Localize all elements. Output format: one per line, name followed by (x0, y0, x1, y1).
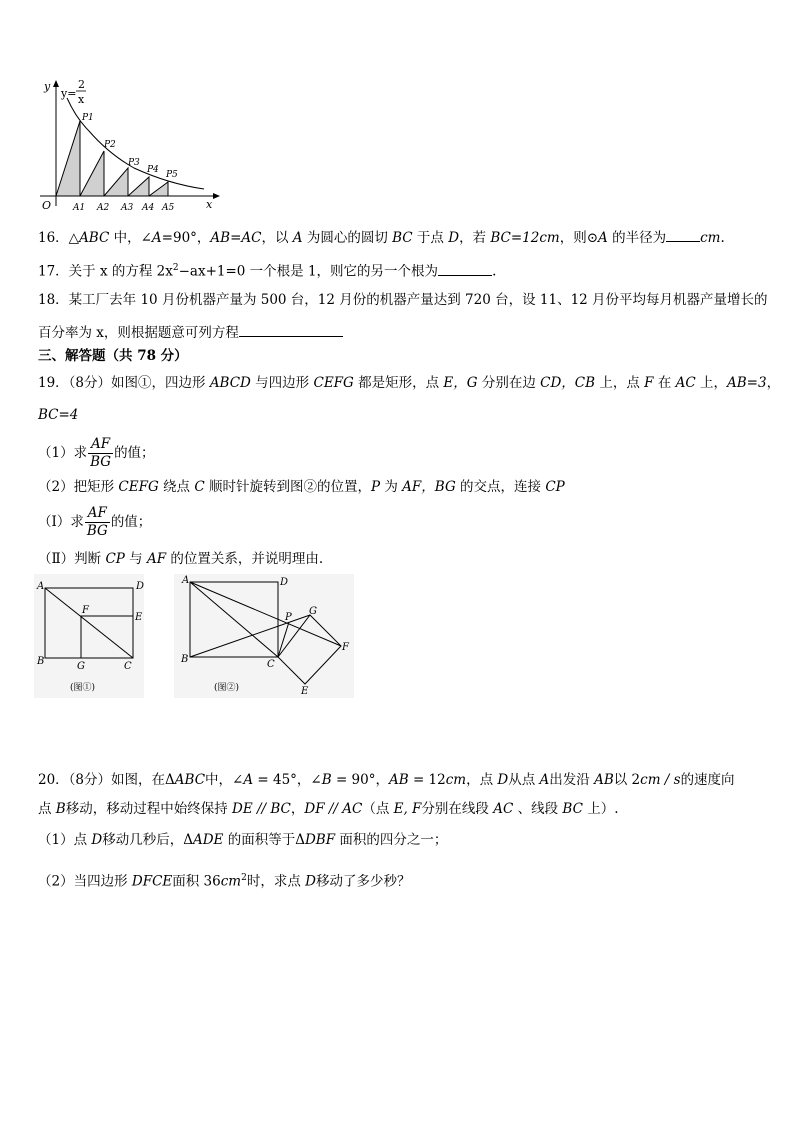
diagonal-ac (45, 588, 133, 658)
figure-2-rotated-rectangle (174, 574, 354, 698)
question-18-line-1: 18．某工厂去年 10 月份机器产量为 500 台，12 月份的机器产量达到 720 台，设 11、12 月份平均每月机器产量增长的 (38, 292, 768, 308)
fig1-caption: (图①) (70, 683, 96, 693)
fig2-label-a: A (182, 575, 190, 586)
line-ac (190, 582, 278, 657)
base-label-a3: A3 (121, 203, 134, 213)
fig1-label-c: C (124, 661, 132, 672)
shaded-triangle-4 (128, 177, 149, 196)
base-label-a2: A2 (97, 203, 110, 213)
fig1-label-a: A (37, 581, 45, 592)
fraction-af-bg-2: $\frac{AF}{BG}$ (86, 505, 108, 539)
curve-label-num: 2 (78, 78, 85, 91)
answer-blank-18[interactable] (239, 322, 343, 337)
question-20-line-2: 点 B移动，移动过程中始终保持 DE // BC，DF // AC（点 E, F分别在线段 AC 、线段 BC 上）. (38, 801, 619, 817)
line-bg (190, 615, 310, 657)
answer-blank-17[interactable] (438, 261, 492, 276)
point-label-p4: P4 (147, 165, 159, 175)
fig2-label-d: D (280, 577, 289, 588)
fig1-label-e: E (135, 612, 143, 623)
question-17: 17．关于 x 的方程 $2x^2-ax+1=0$ 一个根是 1，则它的另一个根为 . (38, 258, 496, 282)
y-axis-arrow (53, 80, 59, 87)
base-label-a5: A5 (162, 203, 175, 213)
question-19-part-ii: （Ⅱ）判断 CP 与 AF 的位置关系，并说明理由. (38, 551, 324, 567)
question-19-part-i: （Ⅰ）求 $\frac{AF}{BG}$ 的值； (38, 505, 152, 539)
line-cp (278, 622, 289, 657)
curve-label-lhs: y= (61, 87, 77, 100)
fraction-af-bg: $\frac{AF}{BG}$ (90, 436, 112, 470)
question-19-line-2: BC=4 (38, 407, 79, 423)
fig1-label-f: F (82, 605, 89, 616)
section-heading: 三、解答题（共 78 分） (38, 348, 188, 364)
fig2-label-c: C (267, 659, 275, 670)
line-af (190, 582, 341, 646)
question-18-line-2: 百分率为 x，则根据题意可列方程 (38, 322, 343, 343)
y-axis-label: y (44, 80, 51, 93)
shaded-triangle-5 (149, 182, 168, 196)
shaded-triangle-2 (80, 151, 104, 196)
point-label-p2: P2 (104, 140, 116, 150)
point-label-p5: P5 (166, 170, 178, 180)
x-axis-arrow (213, 193, 220, 199)
fig2-label-b: B (181, 654, 189, 665)
x-axis-label: x (206, 198, 213, 211)
fig1-label-b: B (37, 656, 45, 667)
fig2-label-f: F (342, 642, 349, 653)
question-19-part-1: （1）求 $\frac{AF}{BG}$ 的值； (38, 436, 155, 470)
base-label-a4: A4 (142, 203, 155, 213)
hyperbola-curve (67, 98, 204, 189)
hyperbola-triangles-figure (34, 76, 224, 216)
base-label-a1: A1 (73, 203, 86, 213)
fig1-label-g: G (77, 661, 85, 672)
fig2-label-g: G (309, 606, 317, 617)
curve-label-den: x (78, 93, 85, 106)
answer-blank-16[interactable] (666, 227, 700, 242)
fig2-caption: (图②) (214, 683, 240, 693)
question-19-part-2: （2）把矩形 CEFG 绕点 C 顺时针旋转到图②的位置，P 为 AF，BG 的交点，连接 CP (38, 479, 565, 495)
fig2-label-p: P (285, 612, 292, 623)
origin-label: O (42, 199, 52, 212)
fig2-label-e: E (301, 686, 309, 697)
question-20-part-2: （2）当四边形 DFCE面积 $36cm^2$时，求点 D移动了多少秒？ (38, 873, 411, 890)
shaded-triangle-3 (104, 168, 128, 196)
figure-1-rectangles (34, 574, 144, 698)
question-16: 16．△ABC 中，∠A=90°，AB=AC，以 A 为圆心的圆切 BC 于点 D，若 BC=12cm，则⊙A 的半径为 cm. (38, 227, 725, 248)
shaded-triangle-1 (56, 121, 80, 196)
question-20-part-1: （1）点 D移动几秒后，ΔADE 的面积等于ΔDBF 面积的四分之一； (38, 832, 448, 848)
question-20-line-1: 20．（8分）如图，在ΔABC中，∠A = 45°，∠B = 90°，AB = 12cm，点 D从点 A出发沿 AB以 2cm / s的速度向 (38, 772, 735, 788)
fig1-label-d: D (136, 581, 144, 592)
point-label-p1: P1 (82, 113, 94, 123)
question-19-line-1: 19．（8分）如图①，四边形 ABCD 与四边形 CEFG 都是矩形，点 E，G 分别在边 CD，CB 上，点 F 在 AC 上，AB=3， (38, 375, 781, 391)
point-label-p3: P3 (128, 158, 140, 168)
